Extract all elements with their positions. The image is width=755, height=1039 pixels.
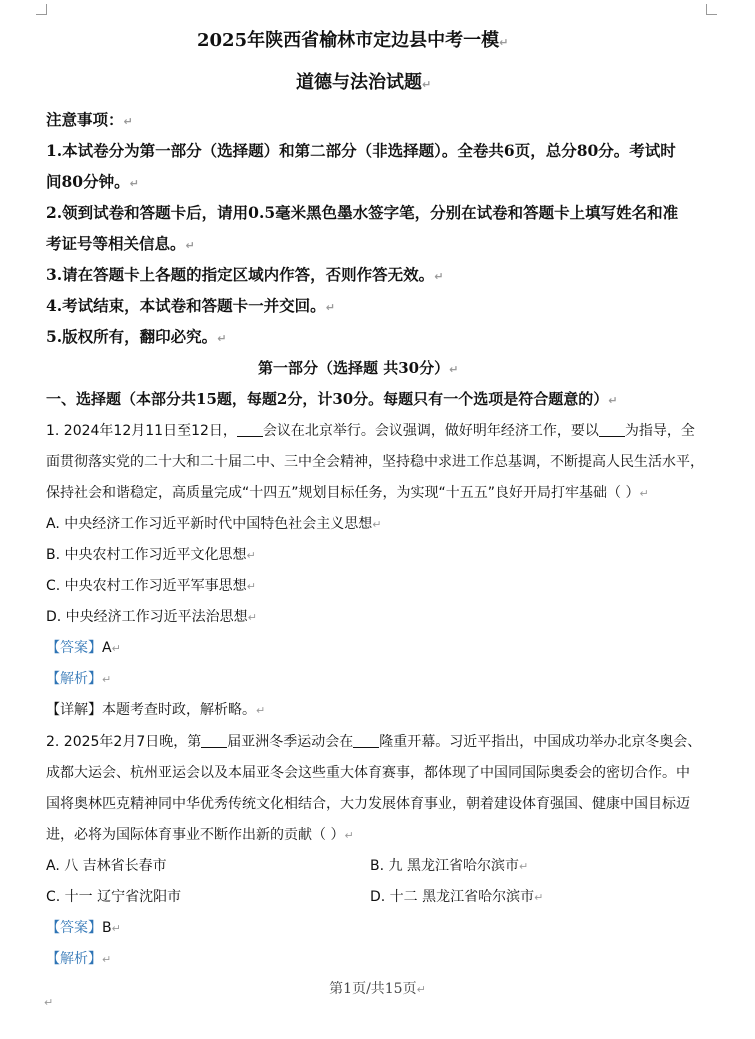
section-heading: 一、选择题（本部分共15题，每题2分，计30分。每题只有一个选项是符合题意的）↵ [46, 390, 618, 408]
q2-option-a: A. 八 吉林省长春市 [46, 858, 167, 874]
part-heading: 第一部分（选择题 共30分）↵ [258, 359, 459, 377]
q1-option-d: D. 中央经济工作习近平法治思想↵ [46, 609, 257, 625]
notice-line-4: 考证号等相关信息。↵ [46, 234, 195, 253]
paragraph-mark: ↵ [44, 996, 54, 1009]
q2-line-3: 国将奥林匹克精神同中华优秀传统文化相结合，大力发展体育事业，朝着建设体育强国、健康中国目标迈 [46, 796, 690, 812]
notice-line-2: 间80分钟。↵ [46, 172, 139, 191]
q2-option-b: B. 九 黑龙江省哈尔滨市↵ [370, 858, 529, 874]
answer-blank [201, 733, 227, 748]
q1-line-2: 面贯彻落实党的二十大和二十届二中、三中全会精神，坚持稳中求进工作总基调，不断提高人民生活水平， [46, 454, 704, 470]
q1-option-b: B. 中央农村工作习近平文化思想↵ [46, 547, 256, 563]
notice-line-3: 2.领到试卷和答题卡后，请用0.5毫米黑色墨水签字笔，分别在试卷和答题卡上填写姓名和准 [46, 203, 679, 222]
exam-subtitle: 道德与法治试题↵ [296, 72, 432, 93]
notice-line-7: 5.版权所有，翻印必究。↵ [46, 327, 227, 346]
notice-heading: 注意事项：↵ [46, 110, 133, 129]
q1-analysis: 【解析】↵ [46, 671, 112, 687]
answer-blank [353, 733, 379, 748]
notice-line-1: 1.本试卷分为第一部分（选择题）和第二部分（非选择题）。全卷共6页，总分80分。考试时 [46, 141, 676, 160]
q2-line-1: 2. 2025年2月7日晚，第 届亚洲冬季运动会在 隆重开幕。习近平指出，中国成功举办北京冬奥会、 [46, 734, 702, 750]
q1-detail: 【详解】本题考查时政，解析略。↵ [46, 702, 266, 718]
page-footer: 第1页/共15页↵ [329, 981, 426, 997]
q1-option-a: A. 中央经济工作习近平新时代中国特色社会主义思想↵ [46, 516, 382, 532]
q1-line-3: 保持社会和谐稳定，高质量完成“十四五”规划目标任务，为实现“十五五”良好开局打牢基础（ ）↵ [46, 485, 649, 501]
q2-line-4: 进，必将为国际体育事业不断作出新的贡献（ ）↵ [46, 827, 354, 843]
notice-line-5: 3.请在答题卡上各题的指定区域内作答，否则作答无效。↵ [46, 265, 444, 284]
q2-analysis: 【解析】↵ [46, 951, 112, 967]
q1-line-1: 1. 2024年12月11日至12日， 会议在北京举行。会议强调，做好明年经济工作，要以 为指导，全 [46, 423, 695, 439]
crop-mark-top-left [36, 4, 47, 15]
q2-answer: 【答案】B↵ [46, 920, 121, 936]
exam-title: 2025年陕西省榆林市定边县中考一模↵ [197, 30, 509, 51]
q1-answer: 【答案】A↵ [46, 640, 121, 656]
notice-line-6: 4.考试结束，本试卷和答题卡一并交回。↵ [46, 296, 335, 315]
q2-option-c: C. 十一 辽宁省沈阳市 [46, 889, 182, 905]
crop-mark-top-right [706, 4, 717, 15]
q2-option-d: D. 十二 黑龙江省哈尔滨市↵ [370, 889, 544, 905]
answer-blank [599, 422, 625, 437]
q1-option-c: C. 中央农村工作习近平军事思想↵ [46, 578, 256, 594]
q2-line-2: 成都大运会、杭州亚运会以及本届亚冬会这些重大体育赛事，都体现了中国同国际奥委会的密切合作。中 [46, 765, 690, 781]
answer-blank [237, 422, 263, 437]
